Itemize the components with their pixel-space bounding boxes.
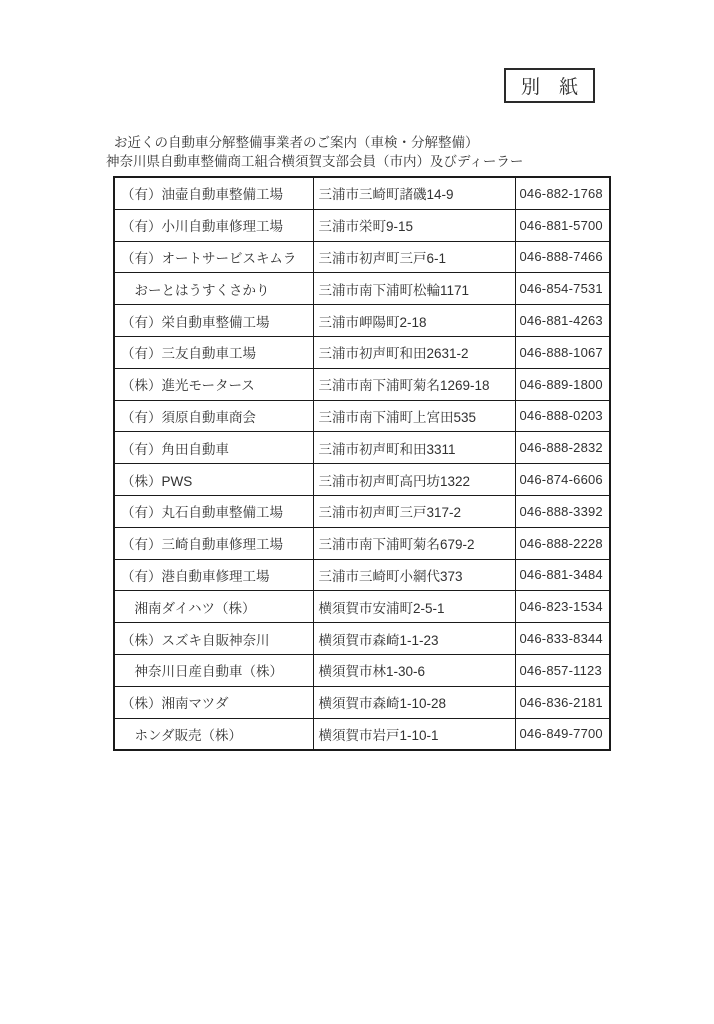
address-cell: 三浦市初声町高円坊1322 — [313, 464, 515, 496]
address-cell: 三浦市南下浦町松輪1171 — [313, 273, 515, 305]
shop-name-cell: 神奈川日産自動車（株） — [114, 654, 313, 686]
address-cell: 三浦市南下浦町菊名679-2 — [313, 527, 515, 559]
address-cell: 三浦市初声町和田3311 — [313, 432, 515, 464]
address-cell: 三浦市初声町三戸6-1 — [313, 241, 515, 273]
shop-name-cell: （株）進光モータース — [114, 368, 313, 400]
shop-name-cell: （有）栄自動車整備工場 — [114, 305, 313, 337]
shop-name-cell: （有）小川自動車修理工場 — [114, 209, 313, 241]
shop-name-cell: （有）港自動車修理工場 — [114, 559, 313, 591]
phone-cell: 046-889-1800 — [515, 368, 610, 400]
phone-cell: 046-836-2181 — [515, 686, 610, 718]
table-row — [114, 654, 610, 686]
table-row — [114, 686, 610, 718]
phone-cell: 046-888-7466 — [515, 241, 610, 273]
table-row — [114, 241, 610, 273]
attachment-stamp-label: 別 紙 — [520, 77, 578, 98]
attachment-stamp-box — [504, 68, 595, 103]
phone-cell: 046-888-2832 — [515, 432, 610, 464]
shop-name-cell: （有）油壷自動車整備工場 — [114, 177, 313, 209]
address-cell: 横須賀市森崎1-10-28 — [313, 686, 515, 718]
shop-name-cell: 湘南ダイハツ（株） — [114, 591, 313, 623]
phone-cell: 046-833-8344 — [515, 623, 610, 655]
phone-cell: 046-881-3484 — [515, 559, 610, 591]
phone-cell: 046-874-6606 — [515, 464, 610, 496]
address-cell: 三浦市南下浦町菊名1269-18 — [313, 368, 515, 400]
shop-name-cell: （有）角田自動車 — [114, 432, 313, 464]
phone-cell: 046-888-3392 — [515, 495, 610, 527]
shop-name-cell: ホンダ販売（株） — [114, 718, 313, 750]
shop-name-cell: （株）PWS — [114, 464, 313, 496]
address-cell: 横須賀市林1-30-6 — [313, 654, 515, 686]
address-cell: 横須賀市森崎1-1-23 — [313, 623, 515, 655]
phone-cell: 046-888-1067 — [515, 336, 610, 368]
phone-cell: 046-882-1768 — [515, 177, 610, 209]
phone-cell: 046-888-0203 — [515, 400, 610, 432]
address-cell: 三浦市南下浦町上宮田535 — [313, 400, 515, 432]
table-row — [114, 495, 610, 527]
shop-name-cell: （有）丸石自動車整備工場 — [114, 495, 313, 527]
phone-cell: 046-823-1534 — [515, 591, 610, 623]
shop-name-cell: （有）オートサービスキムラ — [114, 241, 313, 273]
address-cell: 三浦市三崎町諸磯14-9 — [313, 177, 515, 209]
phone-cell: 046-849-7700 — [515, 718, 610, 750]
address-cell: 三浦市岬陽町2-18 — [313, 305, 515, 337]
intro-line-1: お近くの自動車分解整備事業者のご案内（車検・分解整備） — [114, 135, 479, 150]
shop-name-cell: （有）三友自動車工場 — [114, 336, 313, 368]
table-row — [114, 400, 610, 432]
address-cell: 三浦市初声町三戸317-2 — [313, 495, 515, 527]
repair-shops-table — [113, 176, 611, 751]
table-row — [114, 718, 610, 750]
address-cell: 三浦市三崎町小網代373 — [313, 559, 515, 591]
phone-cell: 046-888-2228 — [515, 527, 610, 559]
table-row — [114, 177, 610, 209]
repair-shops-table-body — [114, 177, 610, 750]
phone-cell: 046-881-4263 — [515, 305, 610, 337]
shop-name-cell: （有）須原自動車商会 — [114, 400, 313, 432]
table-row — [114, 623, 610, 655]
phone-cell: 046-854-7531 — [515, 273, 610, 305]
table-row — [114, 432, 610, 464]
phone-cell: 046-881-5700 — [515, 209, 610, 241]
address-cell: 横須賀市岩戸1-10-1 — [313, 718, 515, 750]
address-cell: 三浦市初声町和田2631-2 — [313, 336, 515, 368]
shop-name-cell: （株）スズキ自販神奈川 — [114, 623, 313, 655]
address-cell: 横須賀市安浦町2-5-1 — [313, 591, 515, 623]
table-row — [114, 273, 610, 305]
phone-cell: 046-857-1123 — [515, 654, 610, 686]
table-row — [114, 305, 610, 337]
address-cell: 三浦市栄町9-15 — [313, 209, 515, 241]
intro-line-2: 神奈川県自動車整備商工組合横須賀支部会員（市内）及びディーラー — [106, 154, 524, 169]
table-row — [114, 368, 610, 400]
table-row — [114, 336, 610, 368]
table-row — [114, 559, 610, 591]
table-row — [114, 591, 610, 623]
table-row — [114, 209, 610, 241]
shop-name-cell: おーとはうすくさかり — [114, 273, 313, 305]
shop-name-cell: （有）三崎自動車修理工場 — [114, 527, 313, 559]
table-row — [114, 527, 610, 559]
table-row — [114, 464, 610, 496]
shop-name-cell: （株）湘南マツダ — [114, 686, 313, 718]
